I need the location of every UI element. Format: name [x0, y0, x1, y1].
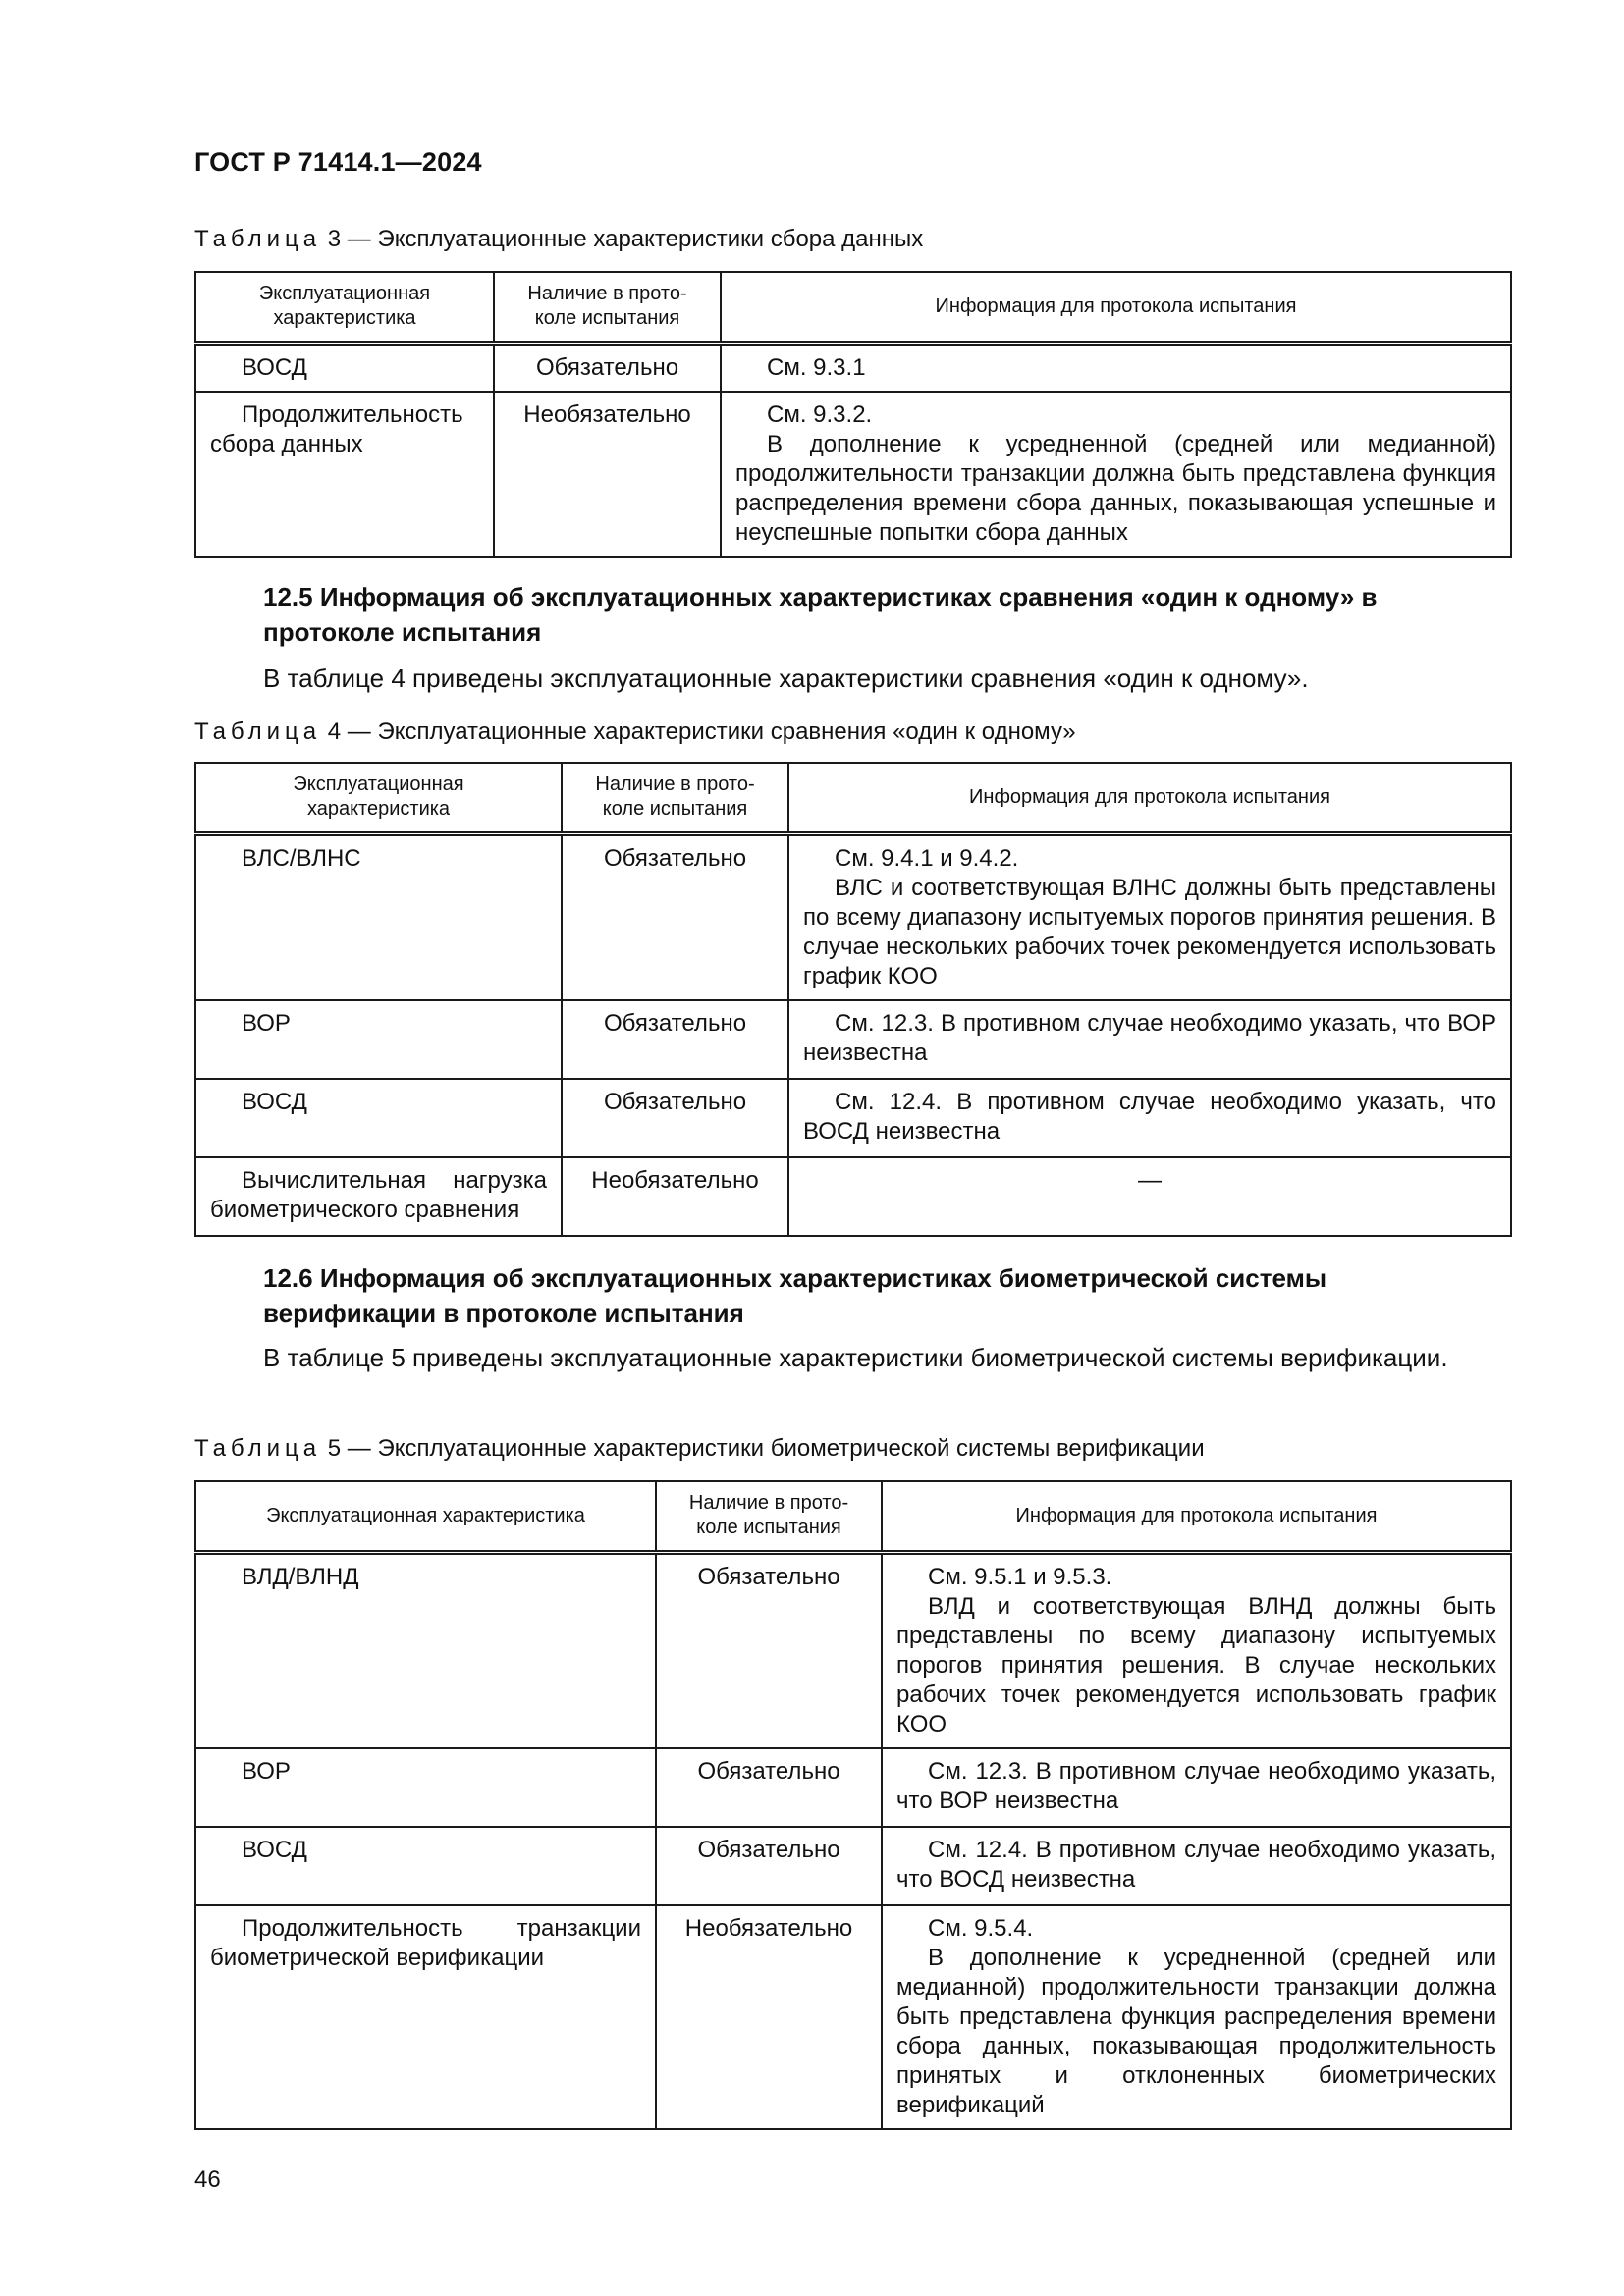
table-row: [195, 1827, 1511, 1905]
presence-cell: Необязательно: [656, 1905, 882, 2129]
table-row: [195, 833, 1511, 1000]
table3: [194, 271, 1512, 558]
characteristic-cell: ВОСД: [195, 343, 494, 392]
table4: [194, 762, 1512, 1237]
table5-caption: Таблица 5 — Эксплуатационные характеристики биометрической системы верификации: [194, 1435, 1205, 1462]
characteristic-cell: Продолжительность транзакции биометрической верификации: [195, 1905, 656, 2129]
section-12-5-heading: 12.5 Информация об эксплуатационных характеристиках сравнения «один к одному» в протоколе испытания: [263, 582, 1378, 647]
table-row: [195, 1079, 1511, 1157]
characteristic-cell: Продолжительность сбора данных: [195, 392, 494, 557]
table5-header-characteristic: Эксплуатационная характеристика: [195, 1481, 656, 1552]
table-row: [195, 1157, 1511, 1236]
info-cell: См. 12.4. В противном случае необходимо указать, что ВОСД неизвестна: [882, 1827, 1511, 1905]
table-row: [195, 1552, 1511, 1748]
characteristic-cell: ВОР: [195, 1000, 562, 1079]
section-12-6-text: В таблице 5 приведены эксплуатационные характеристики биометрической системы верификации.: [263, 1343, 1448, 1372]
characteristic-cell: ВЛД/ВЛНД: [195, 1552, 656, 1748]
info-cell: См. 12.3. В противном случае необходимо указать, что ВОР неизвестна: [788, 1000, 1511, 1079]
presence-cell: Обязательно: [562, 1079, 788, 1157]
characteristic-cell: ВОР: [195, 1748, 656, 1827]
presence-cell: Обязательно: [656, 1748, 882, 1827]
characteristic-cell: ВОСД: [195, 1079, 562, 1157]
info-cell: См. 9.3.1: [721, 343, 1511, 392]
info-cell: См. 12.4. В противном случае необходимо указать, что ВОСД неизвестна: [788, 1079, 1511, 1157]
info-cell: См. 9.5.4. В дополнение к усредненной (средней или медианной) продолжительности транзакции должна быть представлена функция распределения времени сбора данных, показывающая продолжительность принятых и отклоненных биометрических верификаций: [882, 1905, 1511, 2129]
info-cell: —: [788, 1157, 1511, 1236]
table3-caption: Таблица 3 — Эксплуатационные характеристики сбора данных: [194, 226, 924, 252]
table5-header-presence: Наличие в прото- коле испытания: [656, 1481, 882, 1552]
info-cell: См. 9.5.1 и 9.5.3. ВЛД и соответствующая ВЛНД должны быть представлены по всему диапазону испытуемых порогов принятия решения. В случае нескольких рабочих точек рекомендуется использовать график КОО: [882, 1552, 1511, 1748]
table3-header-characteristic: Эксплуатационная характеристика: [195, 272, 494, 343]
page-number: 46: [194, 2166, 221, 2193]
info-cell: См. 9.4.1 и 9.4.2. ВЛС и соответствующая ВЛНС должны быть представлены по всему диапазону испытуемых порогов принятия решения. В случае нескольких рабочих точек рекомендуется использовать график КОО: [788, 833, 1511, 1000]
presence-cell: Необязательно: [494, 392, 721, 557]
table4-header-info: Информация для протокола испытания: [788, 763, 1511, 833]
table-row: [195, 1000, 1511, 1079]
table3-header-info: Информация для протокола испытания: [721, 272, 1511, 343]
table5: [194, 1480, 1512, 2130]
presence-cell: Обязательно: [562, 1000, 788, 1079]
characteristic-cell: ВЛС/ВЛНС: [195, 833, 562, 1000]
presence-cell: Обязательно: [656, 1827, 882, 1905]
characteristic-cell: ВОСД: [195, 1827, 656, 1905]
table4-caption: Таблица 4 — Эксплуатационные характеристики сравнения «один к одному»: [194, 719, 1076, 745]
table-row: [195, 343, 1511, 392]
presence-cell: Обязательно: [562, 833, 788, 1000]
table4-header-characteristic: Эксплуатационная характеристика: [195, 763, 562, 833]
document-code: ГОСТ Р 71414.1—2024: [194, 147, 482, 177]
presence-cell: Обязательно: [656, 1552, 882, 1748]
table4-header-presence: Наличие в прото- коле испытания: [562, 763, 788, 833]
info-cell: См. 12.3. В противном случае необходимо указать, что ВОР неизвестна: [882, 1748, 1511, 1827]
section-12-5-text: В таблице 4 приведены эксплуатационные характеристики сравнения «один к одному».: [263, 664, 1309, 693]
table-row: [195, 392, 1511, 557]
info-cell: См. 9.3.2. В дополнение к усредненной (средней или медианной) продолжительности транзакции должна быть представлена функция распределения времени сбора данных, показывающая успешные и неуспешные попытки сбора данных: [721, 392, 1511, 557]
table-row: [195, 1905, 1511, 2129]
presence-cell: Необязательно: [562, 1157, 788, 1236]
table-row: [195, 1748, 1511, 1827]
table5-header-info: Информация для протокола испытания: [882, 1481, 1511, 1552]
presence-cell: Обязательно: [494, 343, 721, 392]
section-12-6-heading: 12.6 Информация об эксплуатационных характеристиках биометрической системы верификации в протоколе испытания: [263, 1263, 1327, 1328]
characteristic-cell: Вычислительная нагрузка биометрического сравнения: [195, 1157, 562, 1236]
table3-header-presence: Наличие в прото- коле испытания: [494, 272, 721, 343]
